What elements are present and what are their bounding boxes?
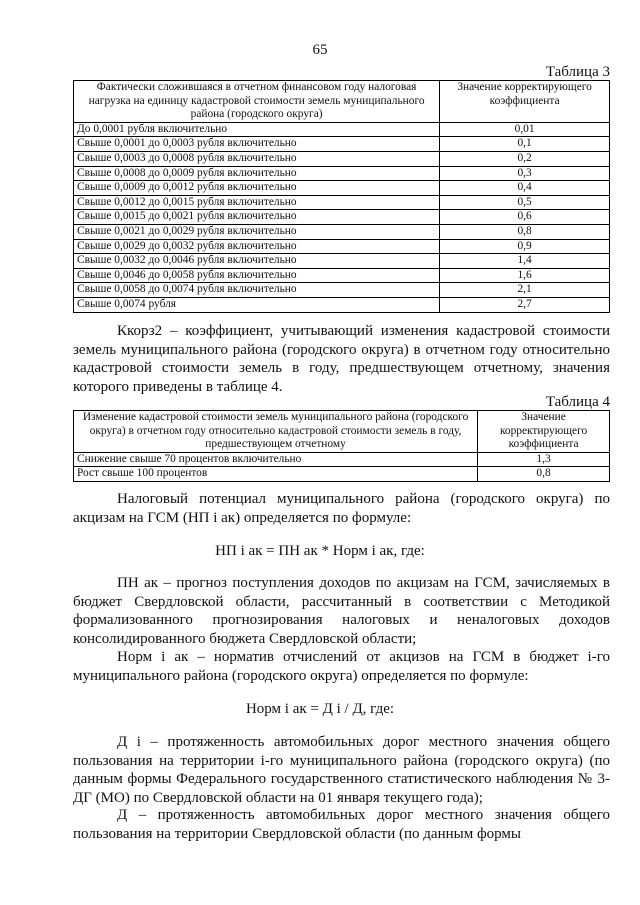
row-range: Свыше 0,0046 до 0,0058 рубля включительно [74,268,440,283]
table-row [74,283,610,298]
table4-header [74,411,610,453]
row-coefficient: 0,5 [440,195,610,210]
table-row [74,268,610,283]
paragraph-norm-ak: Норм i ак – норматив отчислений от акцизов на ГСМ в бюджет i-го муниципального района (городского округа) определяется по формуле: [73,649,610,684]
row-coefficient: 0,6 [440,210,610,225]
row-coefficient: 0,4 [440,181,610,196]
row-range: Свыше 0,0029 до 0,0032 рубля включительно [74,239,440,254]
formula-np-ak: НП i ак = ПН ак * Норм i ак, где: [215,543,425,559]
table3-caption: Таблица 3 [545,64,610,80]
table-row [74,254,610,269]
table-row [74,166,610,181]
row-range: Рост свыше 100 процентов [74,467,478,482]
table-row [74,224,610,239]
row-range: До 0,0001 рубля включительно [74,122,440,137]
row-coefficient: 2,1 [440,283,610,298]
table4-caption: Таблица 4 [545,394,610,410]
table-row [74,181,610,196]
table3-header [74,81,610,123]
table4-header-col1: Изменение кадастровой стоимости земель муниципального района (городского округа) в отчетном году относительно кадастровой стоимости земель в году, предшествующем отчетному [74,411,478,453]
table-row [74,122,610,137]
row-range: Снижение свыше 70 процентов включительно [74,452,478,467]
row-range: Свыше 0,0008 до 0,0009 рубля включительно [74,166,440,181]
paragraph-di: Д i – протяженность автомобильных дорог местного значения общего пользования на территории i-го муниципального района (городского округа) (по данным формы Федерального государственного статистического наблюдения № 3-ДГ (МО) по Свердловской области на 01 января текущего года); [73,734,610,806]
row-coefficient: 1,3 [478,452,610,467]
row-coefficient: 0,2 [440,151,610,166]
table-row [74,452,610,467]
table3 [73,80,610,313]
row-range: Свыше 0,0015 до 0,0021 рубля включительно [74,210,440,225]
table3-header-col1: Фактически сложившаяся в отчетном финансовом году налоговая нагрузка на единицу кадастровой стоимости земель муниципального района (городского округа) [74,81,440,123]
table3-header-col2: Значение корректирующего коэффициента [440,81,610,123]
row-coefficient: 1,6 [440,268,610,283]
row-coefficient: 0,8 [440,224,610,239]
row-range: Свыше 0,0012 до 0,0015 рубля включительно [74,195,440,210]
row-range: Свыше 0,0003 до 0,0008 рубля включительно [74,151,440,166]
paragraph-pn-ak: ПН ак – прогноз поступления доходов по акцизам на ГСМ, зачисляемых в бюджет Свердловской области, рассчитанный в соответствии с Методикой формализованного прогнозирования налоговых и неналоговых доходов консолидированного бюджета Свердловской области; [73,575,610,647]
table-row [74,137,610,152]
row-coefficient: 0,9 [440,239,610,254]
table-row [74,297,610,312]
table-row [74,239,610,254]
row-range: Свыше 0,0021 до 0,0029 рубля включительно [74,224,440,239]
table4 [73,410,610,482]
formula-norm-ak: Норм i ак = Д i / Д, где: [245,701,395,717]
row-coefficient: 0,01 [440,122,610,137]
row-coefficient: 1,4 [440,254,610,269]
row-coefficient: 0,3 [440,166,610,181]
page-number: 65 [312,42,328,58]
table-row [74,210,610,225]
table-row [74,195,610,210]
table4-header-col2: Значение корректирующего коэффициента [478,411,610,453]
row-range: Свыше 0,0001 до 0,0003 рубля включительно [74,137,440,152]
row-range: Свыше 0,0032 до 0,0046 рубля включительно [74,254,440,269]
paragraph-d: Д – протяженность автомобильных дорог местного значения общего пользования на территории Свердловской области (по данным формы [73,807,610,842]
row-range: Свыше 0,0074 рубля [74,297,440,312]
row-coefficient: 2,7 [440,297,610,312]
row-coefficient: 0,1 [440,137,610,152]
row-coefficient: 0,8 [478,467,610,482]
row-range: Свыше 0,0009 до 0,0012 рубля включительно [74,181,440,196]
row-range: Свыше 0,0058 до 0,0074 рубля включительно [74,283,440,298]
paragraph-tax-potential: Налоговый потенциал муниципального района (городского округа) по акцизам на ГСМ (НП i ак) определяется по формуле: [73,491,610,526]
table-row [74,151,610,166]
paragraph-kkorz2: Ккорз2 – коэффициент, учитывающий изменения кадастровой стоимости земель муниципального района (городского округа) в отчетном году относительно кадастровой стоимости земель в году, предшествующем отчетному, значения которого приведены в таблице 4. [73,323,610,395]
table-row [74,467,610,482]
